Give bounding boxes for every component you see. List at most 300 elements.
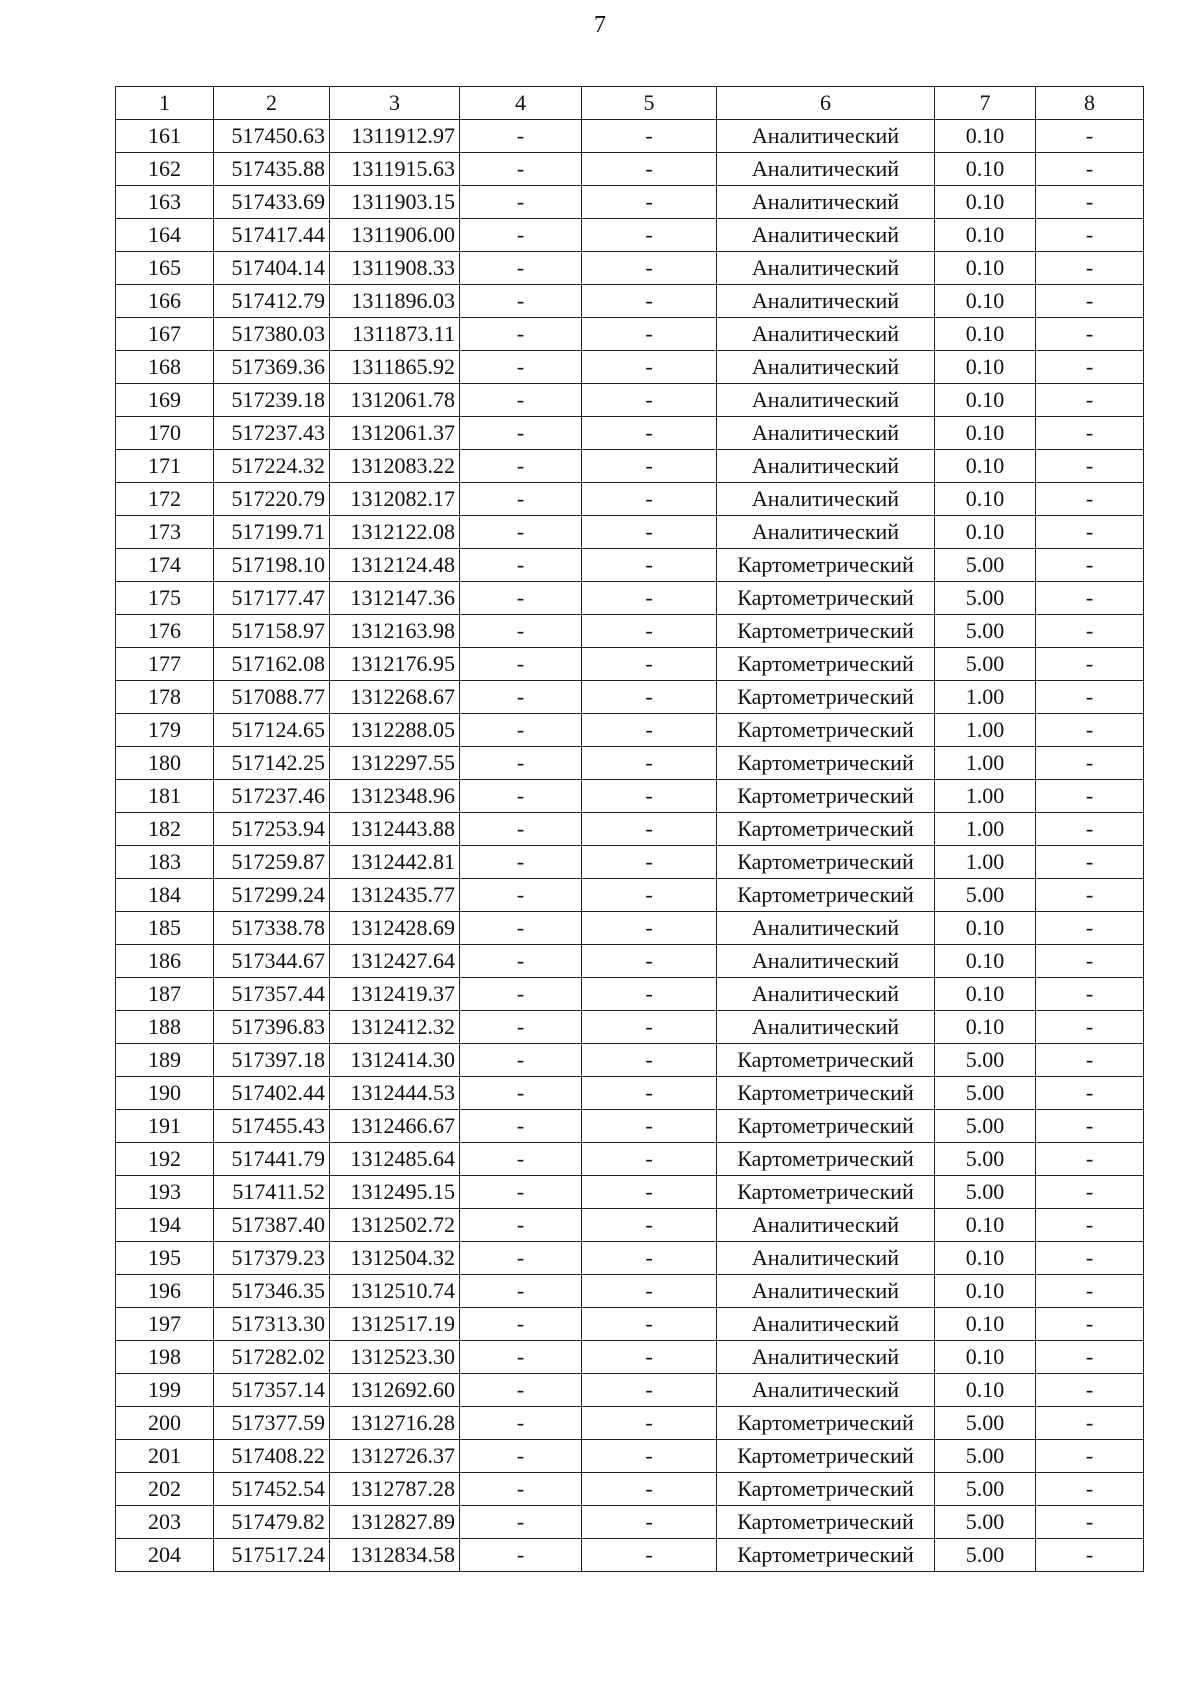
y-coordinate-cell: 1312787.28: [330, 1473, 460, 1506]
x-coordinate-cell: 517313.30: [214, 1308, 330, 1341]
method-cell: Аналитический: [717, 945, 935, 978]
col5-cell: -: [582, 846, 717, 879]
table-header-row: [116, 87, 1144, 120]
accuracy-cell: 0.10: [935, 912, 1036, 945]
accuracy-cell: 1.00: [935, 681, 1036, 714]
method-cell: Картометрический: [717, 714, 935, 747]
point-number-cell: 180: [116, 747, 214, 780]
y-coordinate-cell: 1312412.32: [330, 1011, 460, 1044]
col8-cell: -: [1036, 945, 1144, 978]
col4-cell: -: [460, 615, 582, 648]
col8-cell: -: [1036, 912, 1144, 945]
x-coordinate-cell: 517396.83: [214, 1011, 330, 1044]
col8-cell: -: [1036, 1473, 1144, 1506]
y-coordinate-cell: 1312414.30: [330, 1044, 460, 1077]
point-number-cell: 176: [116, 615, 214, 648]
method-cell: Аналитический: [717, 450, 935, 483]
col8-cell: -: [1036, 450, 1144, 483]
col8-cell: -: [1036, 153, 1144, 186]
y-coordinate-cell: 1312442.81: [330, 846, 460, 879]
col5-cell: -: [582, 1242, 717, 1275]
col8-cell: -: [1036, 648, 1144, 681]
col5-cell: -: [582, 1539, 717, 1572]
col5-cell: -: [582, 153, 717, 186]
table-row: [116, 153, 1144, 186]
col4-cell: -: [460, 1011, 582, 1044]
table-row: [116, 780, 1144, 813]
y-coordinate-cell: 1312427.64: [330, 945, 460, 978]
col8-cell: -: [1036, 516, 1144, 549]
col8-cell: -: [1036, 1341, 1144, 1374]
x-coordinate-cell: 517412.79: [214, 285, 330, 318]
col4-cell: -: [460, 912, 582, 945]
y-coordinate-cell: 1312495.15: [330, 1176, 460, 1209]
col5-cell: -: [582, 1110, 717, 1143]
accuracy-cell: 5.00: [935, 879, 1036, 912]
x-coordinate-cell: 517142.25: [214, 747, 330, 780]
col5-cell: -: [582, 318, 717, 351]
col8-cell: -: [1036, 252, 1144, 285]
x-coordinate-cell: 517237.43: [214, 417, 330, 450]
point-number-cell: 164: [116, 219, 214, 252]
col8-cell: -: [1036, 1209, 1144, 1242]
table-row: [116, 1077, 1144, 1110]
col8-cell: -: [1036, 1077, 1144, 1110]
method-cell: Картометрический: [717, 780, 935, 813]
y-coordinate-cell: 1312147.36: [330, 582, 460, 615]
x-coordinate-cell: 517455.43: [214, 1110, 330, 1143]
method-cell: Аналитический: [717, 186, 935, 219]
accuracy-cell: 0.10: [935, 120, 1036, 153]
col5-cell: -: [582, 1473, 717, 1506]
col4-cell: -: [460, 252, 582, 285]
accuracy-cell: 0.10: [935, 450, 1036, 483]
col5-cell: -: [582, 1341, 717, 1374]
accuracy-cell: 1.00: [935, 780, 1036, 813]
table-row: [116, 351, 1144, 384]
accuracy-cell: 0.10: [935, 1341, 1036, 1374]
method-cell: Аналитический: [717, 252, 935, 285]
accuracy-cell: 0.10: [935, 417, 1036, 450]
col4-cell: -: [460, 1407, 582, 1440]
accuracy-cell: 0.10: [935, 219, 1036, 252]
point-number-cell: 192: [116, 1143, 214, 1176]
x-coordinate-cell: 517220.79: [214, 483, 330, 516]
y-coordinate-cell: 1312082.17: [330, 483, 460, 516]
table-row: [116, 879, 1144, 912]
col4-cell: -: [460, 1539, 582, 1572]
method-cell: Аналитический: [717, 516, 935, 549]
col4-cell: -: [460, 1341, 582, 1374]
y-coordinate-cell: 1311873.11: [330, 318, 460, 351]
table-row: [116, 186, 1144, 219]
column-header-2: 2: [214, 87, 330, 120]
col5-cell: -: [582, 483, 717, 516]
col5-cell: -: [582, 582, 717, 615]
col4-cell: -: [460, 1308, 582, 1341]
method-cell: Аналитический: [717, 1242, 935, 1275]
accuracy-cell: 0.10: [935, 1275, 1036, 1308]
col5-cell: -: [582, 945, 717, 978]
table-row: [116, 1308, 1144, 1341]
x-coordinate-cell: 517404.14: [214, 252, 330, 285]
table-row: [116, 912, 1144, 945]
y-coordinate-cell: 1312297.55: [330, 747, 460, 780]
x-coordinate-cell: 517380.03: [214, 318, 330, 351]
accuracy-cell: 0.10: [935, 516, 1036, 549]
col4-cell: -: [460, 879, 582, 912]
col8-cell: -: [1036, 549, 1144, 582]
col8-cell: -: [1036, 846, 1144, 879]
col5-cell: -: [582, 219, 717, 252]
col8-cell: -: [1036, 681, 1144, 714]
col4-cell: -: [460, 351, 582, 384]
col8-cell: -: [1036, 417, 1144, 450]
table-row: [116, 813, 1144, 846]
method-cell: Аналитический: [717, 1275, 935, 1308]
y-coordinate-cell: 1312124.48: [330, 549, 460, 582]
col4-cell: -: [460, 681, 582, 714]
x-coordinate-cell: 517088.77: [214, 681, 330, 714]
y-coordinate-cell: 1311903.15: [330, 186, 460, 219]
table-row: [116, 219, 1144, 252]
accuracy-cell: 0.10: [935, 483, 1036, 516]
point-number-cell: 166: [116, 285, 214, 318]
y-coordinate-cell: 1312517.19: [330, 1308, 460, 1341]
x-coordinate-cell: 517259.87: [214, 846, 330, 879]
accuracy-cell: 0.10: [935, 978, 1036, 1011]
col5-cell: -: [582, 1308, 717, 1341]
table-row: [116, 549, 1144, 582]
col8-cell: -: [1036, 1374, 1144, 1407]
method-cell: Картометрический: [717, 582, 935, 615]
x-coordinate-cell: 517411.52: [214, 1176, 330, 1209]
y-coordinate-cell: 1312061.78: [330, 384, 460, 417]
table-row: [116, 1374, 1144, 1407]
x-coordinate-cell: 517517.24: [214, 1539, 330, 1572]
col8-cell: -: [1036, 978, 1144, 1011]
x-coordinate-cell: 517237.46: [214, 780, 330, 813]
y-coordinate-cell: 1312692.60: [330, 1374, 460, 1407]
y-coordinate-cell: 1312288.05: [330, 714, 460, 747]
accuracy-cell: 5.00: [935, 1110, 1036, 1143]
method-cell: Картометрический: [717, 747, 935, 780]
col4-cell: -: [460, 384, 582, 417]
accuracy-cell: 5.00: [935, 1143, 1036, 1176]
point-number-cell: 198: [116, 1341, 214, 1374]
method-cell: Картометрический: [717, 1440, 935, 1473]
col5-cell: -: [582, 879, 717, 912]
point-number-cell: 165: [116, 252, 214, 285]
method-cell: Картометрический: [717, 549, 935, 582]
method-cell: Картометрический: [717, 879, 935, 912]
col5-cell: -: [582, 285, 717, 318]
method-cell: Аналитический: [717, 219, 935, 252]
col5-cell: -: [582, 1506, 717, 1539]
point-number-cell: 190: [116, 1077, 214, 1110]
method-cell: Картометрический: [717, 846, 935, 879]
table-body: [116, 120, 1144, 1572]
method-cell: Картометрический: [717, 1473, 935, 1506]
point-number-cell: 175: [116, 582, 214, 615]
col5-cell: -: [582, 1374, 717, 1407]
point-number-cell: 167: [116, 318, 214, 351]
point-number-cell: 194: [116, 1209, 214, 1242]
col4-cell: -: [460, 780, 582, 813]
col4-cell: -: [460, 846, 582, 879]
method-cell: Картометрический: [717, 1143, 935, 1176]
col8-cell: -: [1036, 582, 1144, 615]
col4-cell: -: [460, 1473, 582, 1506]
table-row: [116, 681, 1144, 714]
table-row: [116, 1011, 1144, 1044]
column-header-6: 6: [717, 87, 935, 120]
y-coordinate-cell: 1312523.30: [330, 1341, 460, 1374]
table-row: [116, 1044, 1144, 1077]
column-header-7: 7: [935, 87, 1036, 120]
col5-cell: -: [582, 648, 717, 681]
method-cell: Картометрический: [717, 681, 935, 714]
method-cell: Картометрический: [717, 1176, 935, 1209]
col8-cell: -: [1036, 1308, 1144, 1341]
col5-cell: -: [582, 978, 717, 1011]
accuracy-cell: 5.00: [935, 615, 1036, 648]
y-coordinate-cell: 1312083.22: [330, 450, 460, 483]
point-number-cell: 169: [116, 384, 214, 417]
column-header-1: 1: [116, 87, 214, 120]
method-cell: Аналитический: [717, 978, 935, 1011]
y-coordinate-cell: 1312726.37: [330, 1440, 460, 1473]
x-coordinate-cell: 517369.36: [214, 351, 330, 384]
col4-cell: -: [460, 1242, 582, 1275]
accuracy-cell: 5.00: [935, 1077, 1036, 1110]
y-coordinate-cell: 1312716.28: [330, 1407, 460, 1440]
method-cell: Аналитический: [717, 351, 935, 384]
table-row: [116, 648, 1144, 681]
method-cell: Картометрический: [717, 1110, 935, 1143]
col4-cell: -: [460, 417, 582, 450]
point-number-cell: 197: [116, 1308, 214, 1341]
x-coordinate-cell: 517338.78: [214, 912, 330, 945]
point-number-cell: 173: [116, 516, 214, 549]
y-coordinate-cell: 1312834.58: [330, 1539, 460, 1572]
method-cell: Картометрический: [717, 1506, 935, 1539]
col4-cell: -: [460, 648, 582, 681]
col5-cell: -: [582, 1407, 717, 1440]
col4-cell: -: [460, 219, 582, 252]
method-cell: Картометрический: [717, 1044, 935, 1077]
y-coordinate-cell: 1311865.92: [330, 351, 460, 384]
table-row: [116, 1176, 1144, 1209]
col4-cell: -: [460, 1209, 582, 1242]
y-coordinate-cell: 1312061.37: [330, 417, 460, 450]
table-row: [116, 120, 1144, 153]
col8-cell: -: [1036, 1440, 1144, 1473]
accuracy-cell: 1.00: [935, 846, 1036, 879]
col4-cell: -: [460, 285, 582, 318]
column-header-3: 3: [330, 87, 460, 120]
accuracy-cell: 5.00: [935, 1440, 1036, 1473]
col5-cell: -: [582, 1275, 717, 1308]
col4-cell: -: [460, 1506, 582, 1539]
col4-cell: -: [460, 813, 582, 846]
accuracy-cell: 0.10: [935, 1209, 1036, 1242]
col8-cell: -: [1036, 813, 1144, 846]
col8-cell: -: [1036, 1506, 1144, 1539]
table-row: [116, 582, 1144, 615]
accuracy-cell: 0.10: [935, 252, 1036, 285]
point-number-cell: 193: [116, 1176, 214, 1209]
point-number-cell: 188: [116, 1011, 214, 1044]
point-number-cell: 179: [116, 714, 214, 747]
y-coordinate-cell: 1312827.89: [330, 1506, 460, 1539]
method-cell: Картометрический: [717, 1407, 935, 1440]
point-number-cell: 200: [116, 1407, 214, 1440]
x-coordinate-cell: 517379.23: [214, 1242, 330, 1275]
point-number-cell: 163: [116, 186, 214, 219]
y-coordinate-cell: 1311896.03: [330, 285, 460, 318]
method-cell: Аналитический: [717, 1308, 935, 1341]
column-header-8: 8: [1036, 87, 1144, 120]
point-number-cell: 172: [116, 483, 214, 516]
x-coordinate-cell: 517299.24: [214, 879, 330, 912]
table-row: [116, 1341, 1144, 1374]
col4-cell: -: [460, 483, 582, 516]
col4-cell: -: [460, 1110, 582, 1143]
col5-cell: -: [582, 120, 717, 153]
table-row: [116, 483, 1144, 516]
y-coordinate-cell: 1312419.37: [330, 978, 460, 1011]
x-coordinate-cell: 517346.35: [214, 1275, 330, 1308]
x-coordinate-cell: 517441.79: [214, 1143, 330, 1176]
table-row: [116, 318, 1144, 351]
accuracy-cell: 0.10: [935, 186, 1036, 219]
col8-cell: -: [1036, 879, 1144, 912]
y-coordinate-cell: 1311908.33: [330, 252, 460, 285]
col8-cell: -: [1036, 1275, 1144, 1308]
table-row: [116, 615, 1144, 648]
col5-cell: -: [582, 1077, 717, 1110]
col5-cell: -: [582, 780, 717, 813]
method-cell: Аналитический: [717, 153, 935, 186]
x-coordinate-cell: 517452.54: [214, 1473, 330, 1506]
col8-cell: -: [1036, 120, 1144, 153]
x-coordinate-cell: 517253.94: [214, 813, 330, 846]
point-number-cell: 185: [116, 912, 214, 945]
y-coordinate-cell: 1311912.97: [330, 120, 460, 153]
method-cell: Аналитический: [717, 120, 935, 153]
x-coordinate-cell: 517408.22: [214, 1440, 330, 1473]
col8-cell: -: [1036, 747, 1144, 780]
x-coordinate-cell: 517433.69: [214, 186, 330, 219]
col4-cell: -: [460, 1143, 582, 1176]
col5-cell: -: [582, 912, 717, 945]
x-coordinate-cell: 517239.18: [214, 384, 330, 417]
point-number-cell: 195: [116, 1242, 214, 1275]
y-coordinate-cell: 1311906.00: [330, 219, 460, 252]
x-coordinate-cell: 517479.82: [214, 1506, 330, 1539]
point-number-cell: 177: [116, 648, 214, 681]
x-coordinate-cell: 517387.40: [214, 1209, 330, 1242]
table-row: [116, 978, 1144, 1011]
accuracy-cell: 0.10: [935, 318, 1036, 351]
accuracy-cell: 0.10: [935, 351, 1036, 384]
accuracy-cell: 0.10: [935, 384, 1036, 417]
col4-cell: -: [460, 1176, 582, 1209]
col4-cell: -: [460, 186, 582, 219]
method-cell: Картометрический: [717, 1539, 935, 1572]
method-cell: Аналитический: [717, 417, 935, 450]
accuracy-cell: 0.10: [935, 945, 1036, 978]
accuracy-cell: 0.10: [935, 285, 1036, 318]
col8-cell: -: [1036, 1539, 1144, 1572]
accuracy-cell: 5.00: [935, 549, 1036, 582]
accuracy-cell: 5.00: [935, 1539, 1036, 1572]
point-number-cell: 201: [116, 1440, 214, 1473]
col5-cell: -: [582, 384, 717, 417]
table-row: [116, 1143, 1144, 1176]
point-number-cell: 204: [116, 1539, 214, 1572]
y-coordinate-cell: 1312485.64: [330, 1143, 460, 1176]
point-number-cell: 182: [116, 813, 214, 846]
point-number-cell: 162: [116, 153, 214, 186]
col5-cell: -: [582, 252, 717, 285]
table-row: [116, 252, 1144, 285]
method-cell: Аналитический: [717, 1374, 935, 1407]
point-number-cell: 183: [116, 846, 214, 879]
accuracy-cell: 5.00: [935, 1176, 1036, 1209]
point-number-cell: 189: [116, 1044, 214, 1077]
table-row: [116, 417, 1144, 450]
method-cell: Аналитический: [717, 1341, 935, 1374]
table-row: [116, 1110, 1144, 1143]
table-row: [116, 747, 1144, 780]
x-coordinate-cell: 517282.02: [214, 1341, 330, 1374]
table-row: [116, 945, 1144, 978]
y-coordinate-cell: 1312348.96: [330, 780, 460, 813]
col5-cell: -: [582, 417, 717, 450]
col5-cell: -: [582, 516, 717, 549]
y-coordinate-cell: 1312435.77: [330, 879, 460, 912]
col8-cell: -: [1036, 483, 1144, 516]
col4-cell: -: [460, 1044, 582, 1077]
col8-cell: -: [1036, 186, 1144, 219]
table-row: [116, 714, 1144, 747]
x-coordinate-cell: 517162.08: [214, 648, 330, 681]
x-coordinate-cell: 517450.63: [214, 120, 330, 153]
method-cell: Аналитический: [717, 1011, 935, 1044]
point-number-cell: 174: [116, 549, 214, 582]
column-header-5: 5: [582, 87, 717, 120]
y-coordinate-cell: 1312268.67: [330, 681, 460, 714]
col8-cell: -: [1036, 318, 1144, 351]
method-cell: Картометрический: [717, 615, 935, 648]
y-coordinate-cell: 1312504.32: [330, 1242, 460, 1275]
method-cell: Аналитический: [717, 912, 935, 945]
col5-cell: -: [582, 450, 717, 483]
col4-cell: -: [460, 549, 582, 582]
accuracy-cell: 0.10: [935, 1011, 1036, 1044]
col5-cell: -: [582, 813, 717, 846]
col4-cell: -: [460, 582, 582, 615]
col8-cell: -: [1036, 1110, 1144, 1143]
col8-cell: -: [1036, 714, 1144, 747]
point-number-cell: 199: [116, 1374, 214, 1407]
col8-cell: -: [1036, 1176, 1144, 1209]
accuracy-cell: 5.00: [935, 1407, 1036, 1440]
y-coordinate-cell: 1312176.95: [330, 648, 460, 681]
y-coordinate-cell: 1312466.67: [330, 1110, 460, 1143]
